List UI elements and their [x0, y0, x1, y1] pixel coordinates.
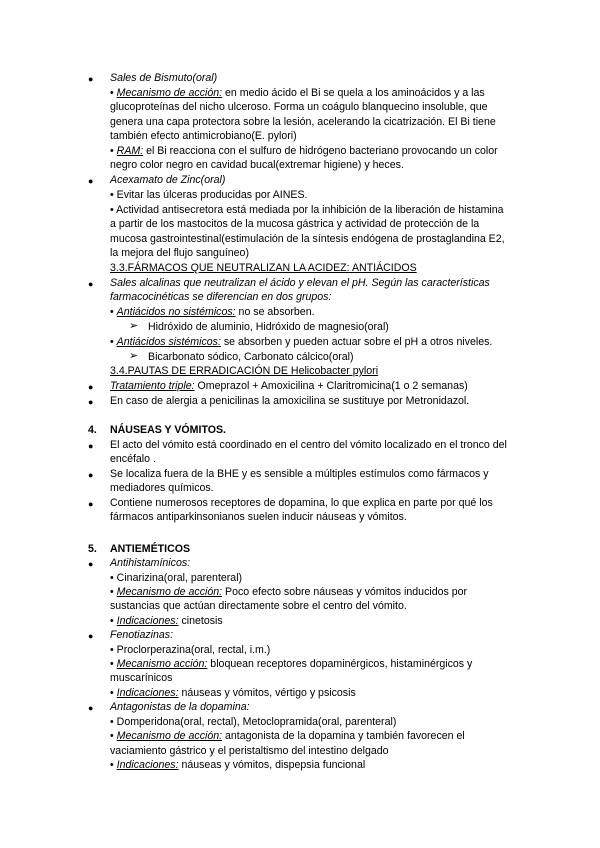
no-sistemicos-label: Antiácidos no sistémicos: [116, 306, 236, 318]
anta-ind-text: náuseas y vómitos, dispepsia funcional [178, 759, 366, 771]
antihistaminicos-drug [110, 571, 242, 585]
fenotiazinas-drug-text: Proclorperazina(oral, rectal, i.m.) [116, 644, 271, 656]
feno-ind-label: Indicaciones: [116, 687, 179, 699]
anta-mech-label: Mecanismo de acción: [116, 730, 223, 742]
section-4-title: NÁUSEAS Y VÓMITOS. [110, 424, 226, 436]
vomito-b2-line-2: mediadores químicos. [110, 482, 214, 494]
sub-bullet: • [110, 658, 114, 670]
sub-bullet: • [110, 336, 114, 348]
vomito-b3-line-1: Contiene numerosos receptores de dopamina, lo que explica en parte por qué los [110, 497, 493, 509]
acexamato-text-1: Evitar las úlceras producidas por AINES. [116, 189, 308, 201]
fenotiazinas-title: Fenotiazinas: [110, 629, 174, 641]
feno-mech-label: Mecanismo acción: [116, 658, 208, 670]
antiacidos-no-sistemicos [110, 305, 315, 319]
list-bullet: ● [88, 279, 94, 289]
section-4-number: 4. [88, 424, 97, 436]
section-3-4-heading: 3.4.PAUTAS DE ERRADICACIÓN DE Helicobacter pylori [110, 365, 379, 377]
list-bullet: ● [88, 382, 94, 392]
antihistaminicos-ind [110, 614, 223, 628]
list-bullet: ● [88, 74, 94, 84]
bismuto-mech-line-3: genera una capa protectora sobre la lesión, acelerando la cicatrización. El Bi tiene [110, 116, 496, 128]
list-bullet: ● [88, 441, 94, 451]
sub-bullet: • [110, 87, 114, 99]
antiacidos-intro-2: farmacocinéticas se diferencian en dos grupos: [110, 291, 332, 303]
sistemicos-label: Antiácidos sistémicos: [116, 336, 221, 348]
bismuto-mech-text: en medio ácido el Bi se quela a los aminoácidos y a las [222, 87, 485, 99]
antihistaminicos-mech-2: sustancias que actúan directamente sobre el centro del vómito. [110, 600, 407, 612]
sub-bullet: • [110, 687, 114, 699]
bismuto-mech-label: Mecanismo de acción: [116, 87, 223, 99]
section-3-3-heading: 3.3.FÁRMACOS QUE NEUTRALIZAN LA ACIDEZ: ANTIÁCIDOS [110, 262, 417, 274]
antagonistas-drug [110, 715, 396, 729]
bismuto-mechanism-line [110, 86, 485, 100]
tratamiento-label: Tratamiento triple: [110, 380, 195, 392]
list-bullet: ● [88, 176, 94, 186]
antiacidos-intro-1: Sales alcalinas que neutralizan el ácido y elevan el pH. Según las características [110, 277, 490, 289]
antagonistas-title: Antagonistas de la dopamina: [110, 701, 250, 713]
antih-mech-label: Mecanismo de acción: [116, 586, 223, 598]
antih-mech-text: Poco efecto sobre náuseas y vómitos inducidos por [222, 586, 468, 598]
list-bullet: ● [88, 631, 94, 641]
antih-ind-label: Indicaciones: [116, 615, 179, 627]
fenotiazinas-mech-2: muscarínicos [110, 672, 173, 684]
fenotiazinas-drug [110, 643, 270, 657]
antihistaminicos-title: Antihistamínicos: [110, 557, 191, 569]
feno-mech-text: bloquean receptores dopaminérgicos, histaminérgicos y [207, 658, 473, 670]
list-bullet: ● [88, 559, 94, 569]
sub-bullet: • [110, 644, 114, 656]
anta-ind-label: Indicaciones: [116, 759, 179, 771]
fenotiazinas-ind [110, 686, 356, 700]
acexamato-line-1 [110, 188, 307, 202]
antagonistas-mech-2: vaciamiento gástrico y el peristaltismo del intestino delgado [110, 745, 389, 757]
no-sistemicos-item: Hidróxido de aluminio, Hidróxido de magnesio(oral) [148, 321, 389, 333]
vomito-b1-line-1: El acto del vómito está coordinado en el centro del vómito localizado en el tronco del [110, 439, 507, 451]
sub-bullet: • [110, 730, 114, 742]
vomito-b1-line-2: encéfalo . [110, 453, 156, 465]
feno-ind-text: náuseas y vómitos, vértigo y psicosis [178, 687, 356, 699]
antih-ind-text: cinetosis [178, 615, 223, 627]
tratamiento-triple [110, 379, 468, 393]
bismuto-mech-line-4: también efecto antimicrobiano(E. pylori) [110, 130, 297, 142]
bismuto-ram-line-2: negro color negro en cavidad bucal(extremar higiene) y heces. [110, 159, 404, 171]
bismuto-mech-line-2: glucoproteínas del nicho ulceroso. Forma un coágulo blanquecino insoluble, que [110, 101, 488, 113]
list-bullet: ● [88, 703, 94, 713]
section-5-number: 5. [88, 543, 97, 555]
list-bullet: ● [88, 470, 94, 480]
alergia-text: En caso de alergia a penicilinas la amoxicilina se sustituye por Metronidazol. [110, 395, 470, 407]
section-5-title: ANTIEMÉTICOS [110, 543, 191, 555]
no-sistemicos-text: no se absorben. [235, 306, 315, 318]
bismuto-title: Sales de Bismuto(oral) [110, 72, 218, 84]
acexamato-title: Acexamato de Zinc(oral) [110, 174, 226, 186]
bismuto-ram-text: el Bi reacciona con el sulfuro de hidrógeno bacteriano provocando un color [143, 145, 498, 157]
antihistaminicos-drug-text: Cinarizina(oral, parenteral) [116, 572, 243, 584]
acexamato-line-4: mucosa gastrointestinal(estimulación de la síntesis endógena de prostaglandina E2, [110, 233, 505, 245]
list-bullet: ● [88, 397, 94, 407]
acexamato-line-5: la mejora del flujo sanguíneo) [110, 247, 249, 259]
sub-bullet: • [110, 586, 114, 598]
antagonistas-ind [110, 758, 365, 772]
sub-bullet: • [110, 572, 114, 584]
bismuto-ram-label: RAM: [116, 145, 144, 157]
sub-bullet: • [110, 189, 114, 201]
bismuto-ram-line [110, 144, 498, 158]
antagonistas-drug-text: Domperidona(oral, rectal), Metoclopramida(oral, parenteral) [116, 716, 397, 728]
sistemicos-text: se absorben y pueden actuar sobre el pH a otros niveles. [220, 336, 493, 348]
sub-bullet: • [110, 716, 114, 728]
sistemicos-item: Bicarbonato sódico, Carbonato cálcico(oral) [148, 351, 354, 363]
arrow-bullet: ➢ [129, 350, 139, 362]
antiacidos-sistemicos [110, 335, 492, 349]
list-bullet: ● [88, 499, 94, 509]
acexamato-text-2: Actividad antisecretora está mediada por la inhibición de la liberación de histamina [116, 204, 504, 216]
antagonistas-mech [110, 729, 465, 743]
antihistaminicos-mech [110, 585, 467, 599]
sub-bullet: • [110, 204, 114, 216]
vomito-b2-line-1: Se localiza fuera de la BHE y es sensible a múltiples estímulos como fármacos y [110, 468, 489, 480]
sub-bullet: • [110, 615, 114, 627]
fenotiazinas-mech [110, 657, 472, 671]
vomito-b3-line-2: fármacos antiparkinsonianos suelen inducir náuseas y vómitos. [110, 511, 407, 523]
arrow-bullet: ➢ [129, 320, 139, 332]
sub-bullet: • [110, 145, 114, 157]
sub-bullet: • [110, 759, 114, 771]
anta-mech-text: antagonista de la dopamina y también favorecen el [222, 730, 465, 742]
tratamiento-text: Omeprazol + Amoxicilina + Claritromicina(1 o 2 semanas) [194, 380, 468, 392]
sub-bullet: • [110, 306, 114, 318]
acexamato-line-3: a partir de los mastocitos de la mucosa gástrica y actividad de protección de la [110, 218, 480, 230]
acexamato-line-2 [110, 203, 504, 217]
